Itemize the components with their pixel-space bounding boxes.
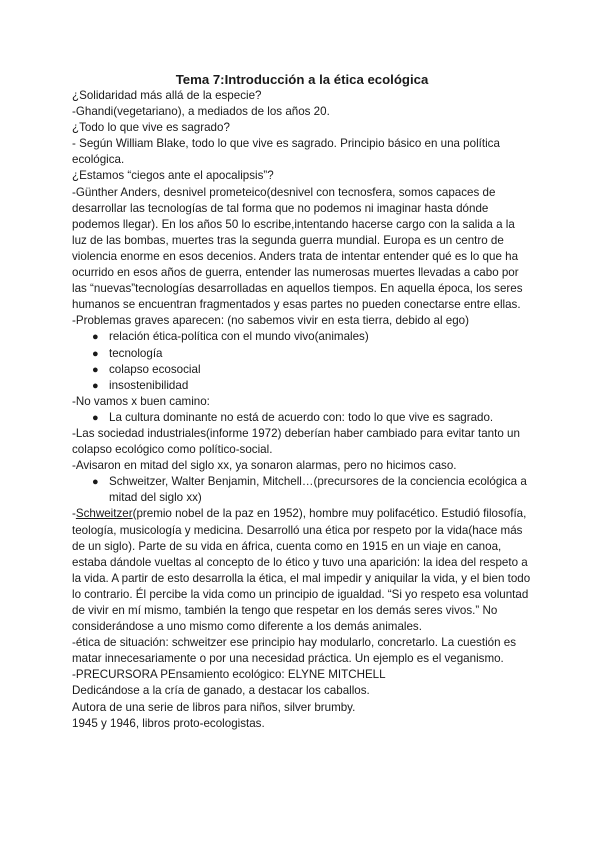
question-sacred: ¿Todo lo que vive es sagrado?: [72, 121, 230, 135]
paragraph-bad-path: -No vamos x buen camino:: [72, 394, 210, 408]
bullet-icon: ●: [92, 379, 99, 392]
paragraph-mitchell: -PRECURSORA PEnsamiento ecológico: ELYNE MITCHELL: [72, 668, 386, 682]
paragraph-ghandi: -Ghandi(vegetariano), a mediados de los años 20.: [72, 105, 330, 119]
paragraph-industrial: -Las sociedad industriales(informe 1972) deberían haber cambiado para evitar tanto un colapso ecológico como político-social.: [72, 426, 520, 457]
list-item: ● Schweitzer, Walter Benjamin, Mitchell…(precursores de la conciencia ecológica a mitad del siglo xx): [92, 475, 527, 505]
paragraph-books: Autora de una serie de libros para niños, silver brumby.: [72, 700, 356, 714]
paragraph-schweitzer: -Schweitzer(premio nobel de la paz en 1952), hombre muy polifacético. Estudió filosofía, teología, musicología y medicina. Desarrolló una ética por respeto por la vida(hace más de un siglo). Parte de su vida en áfrica, cuenta como en 1915 en un viaje en canoa, estaba dándole vueltas al concepto de lo ético y tuvo una aparición: la idea del respeto a la vida. A partir de esto desarrolla la ética, el mal impedir y aniquilar la vida, y el bien todo lo contrario. Él percibe la vida como un principio de igualdad. “Si yo respeto esa voluntad de vivir en mí mismo, también la tengo que respetar en los demás seres vivos.” No considerándose a uno mismo como diferente a los demás animales.: [72, 507, 531, 634]
list-item: ● insostenibilidad: [72, 378, 532, 394]
bullet-icon: ●: [92, 363, 99, 376]
bullet-icon: ●: [92, 476, 99, 489]
paragraph-situation-ethics: -ética de situación: schweitzer ese principio hay modularlo, concretarlo. La cuestión es matar innecesariamente o por una necesidad práctica. Un ejemplo es el veganismo.: [72, 636, 517, 666]
bullet-icon: ●: [92, 331, 99, 344]
paragraph-blake: - Según William Blake, todo lo que vive es sagrado. Principio básico en una política ecológica.: [72, 137, 500, 167]
question-solidarity: ¿Solidaridad más allá de la especie?: [72, 89, 262, 102]
list-item: ● colapso ecosocial: [72, 362, 532, 378]
precursors-list: [72, 474, 532, 506]
list-item: ● tecnología: [72, 346, 532, 362]
paragraph-problems: -Problemas graves aparecen: (no sabemos vivir en esta tierra, debido al ego): [72, 314, 469, 328]
bullet-icon: ●: [92, 411, 99, 424]
paragraph-cattle: Dedicándose a la cría de ganado, a destacar los caballos.: [72, 684, 370, 698]
paragraph-warnings: -Avisaron en mitad del siglo xx, ya sonaron alarmas, pero no hicimos caso.: [72, 459, 457, 473]
list-item: ● relación ética-política con el mundo vivo(animales): [72, 329, 532, 345]
paragraph-proto-ecologist: 1945 y 1946, libros proto-ecologistas.: [72, 716, 265, 730]
culture-list: [72, 410, 532, 426]
document-title: Tema 7:Introducción a la ética ecológica: [175, 72, 429, 87]
paragraph-anders: -Günther Anders, desnivel prometeico(desnivel con tecnosfera, somos capaces de desarrollar las tecnologías de tal forma que no podemos ni imaginar hasta dónde podemos llegar). En los años 50 lo escribe,intentando hacerse cargo con la salida a la luz de las bombas, muertes tras la segunda guerra mundial. Europa es un centro de violencia enorme en esos decenios. Anders trata de intentar entender qué es lo que ha ocurrido en esos años de guerra, entender las numerosas muertes llevadas a cabo por las “nuevas”tecnologías desarrolladas en aquellos tiempos. En aquella época, los seres humanos se encuentran fragmentados y esas partes no pueden conectarse entre ellas.: [72, 185, 523, 312]
schweitzer-underlined: Schweitzer: [75, 507, 133, 521]
list-item: ● La cultura dominante no está de acuerdo con: todo lo que vive es sagrado.: [72, 410, 532, 426]
question-apocalypse: ¿Estamos “ciegos ante el apocalipsis”?: [72, 169, 274, 183]
problems-list: [72, 329, 532, 393]
bullet-icon: ●: [92, 347, 99, 360]
document-page: [72, 71, 532, 732]
